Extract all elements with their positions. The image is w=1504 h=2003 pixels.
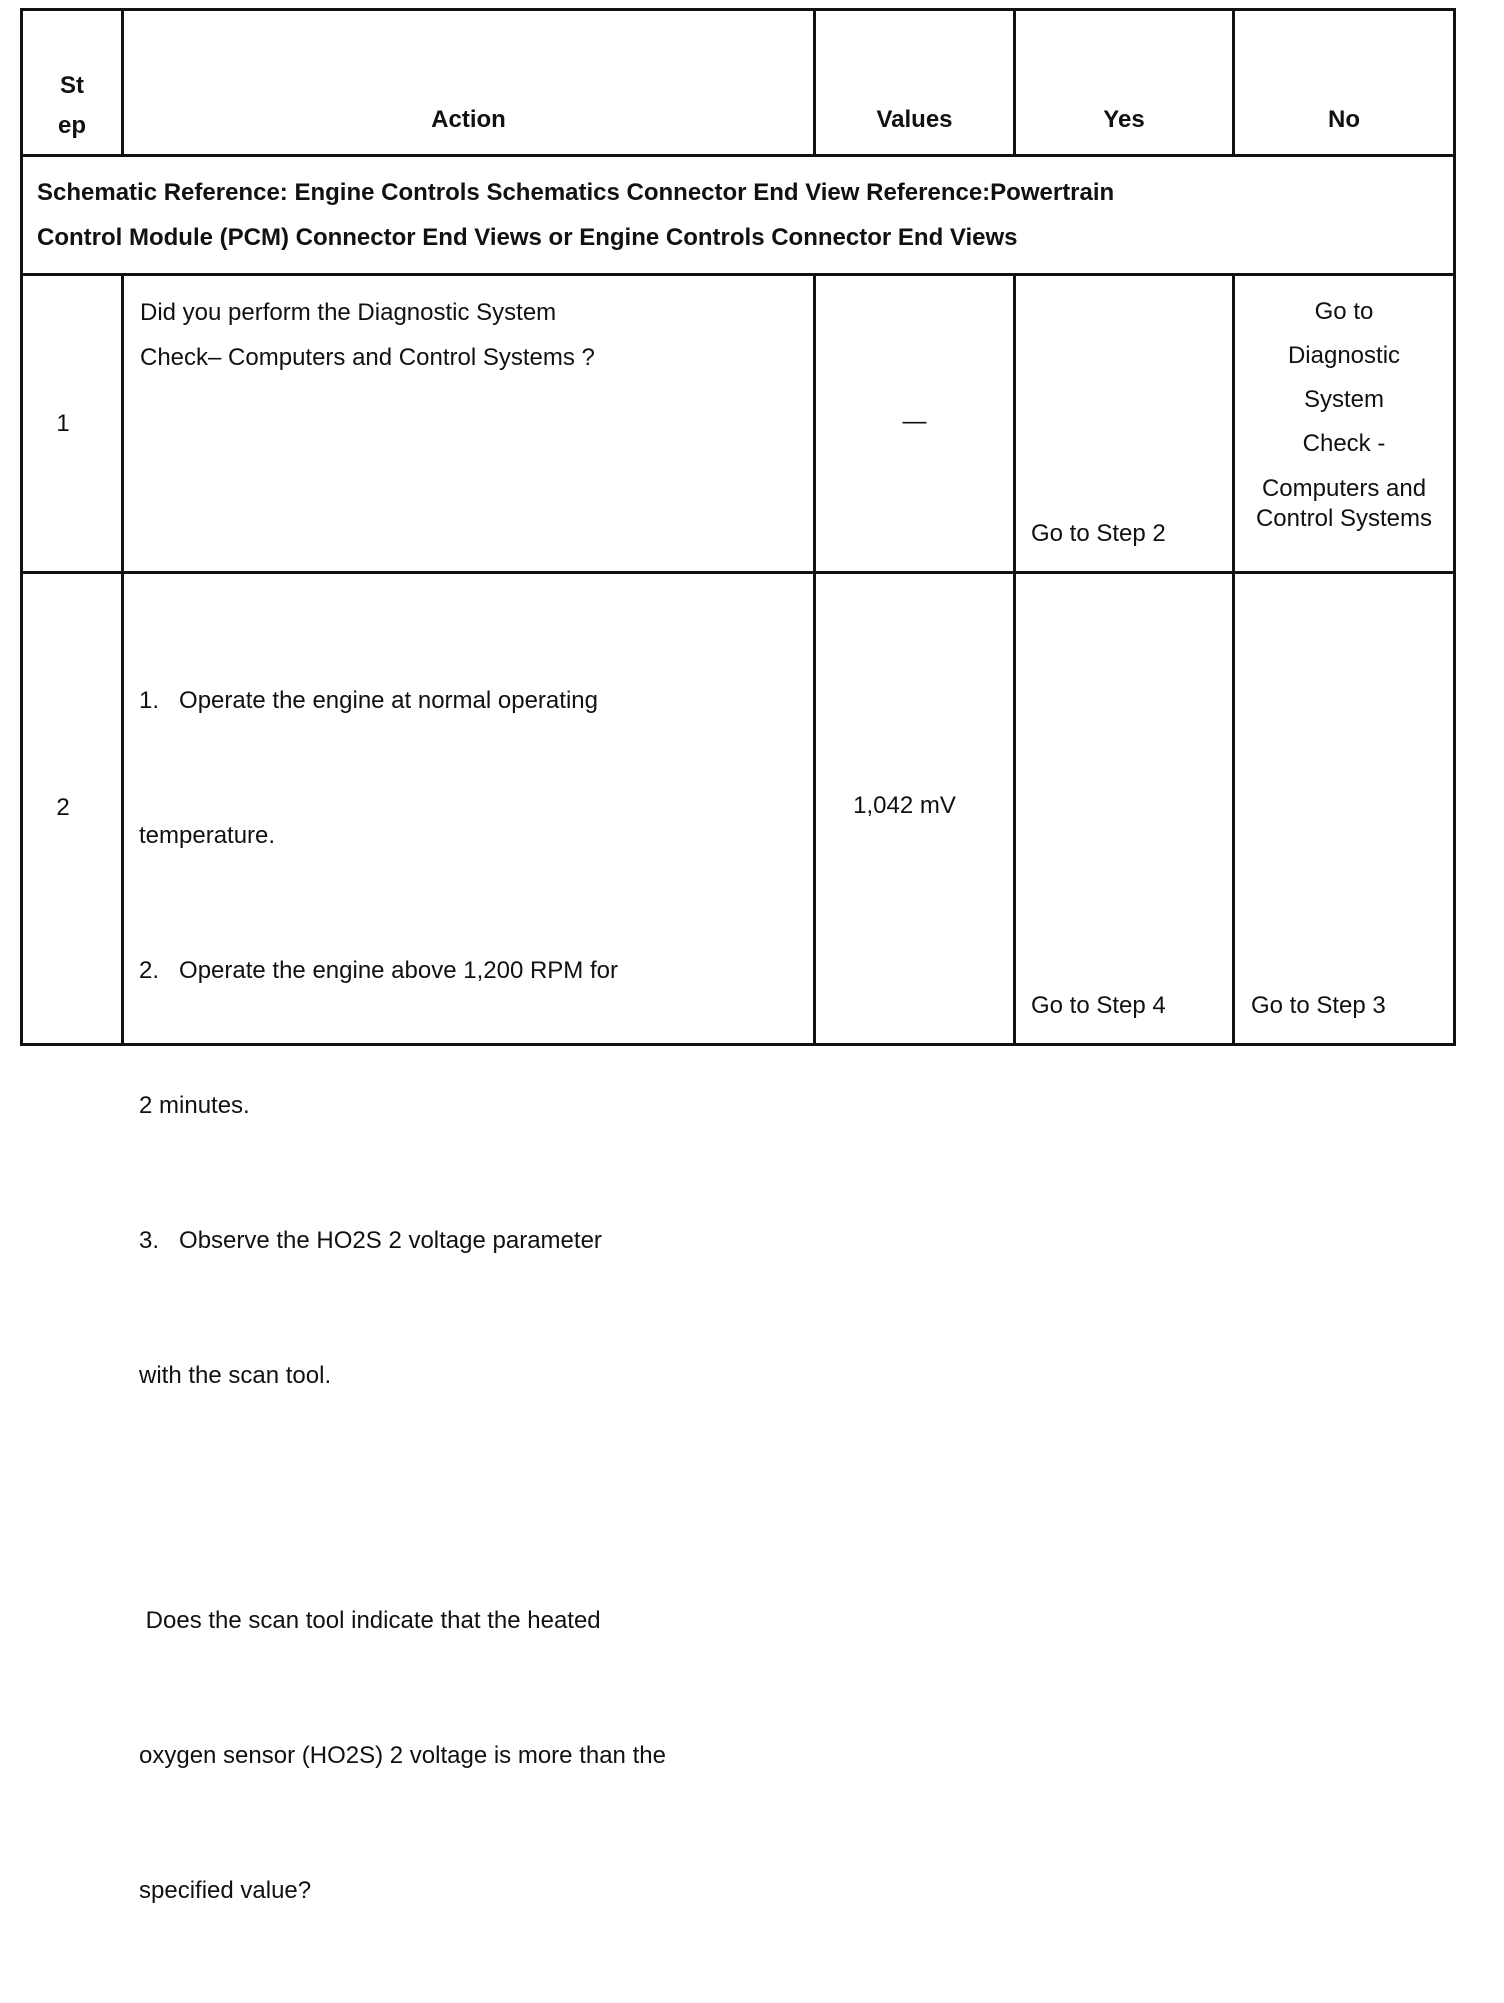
row1-no	[1235, 290, 1453, 532]
diagnostic-table	[20, 8, 1456, 1904]
schematic-reference-line1: Schematic Reference: Engine Controls Schematics Connector End View Reference:Powertrain	[37, 179, 1115, 206]
header-values: Values	[876, 106, 953, 133]
schematic-reference	[37, 170, 1437, 260]
rule-col-step	[121, 273, 124, 1046]
rule-header-bottom	[20, 154, 1456, 157]
header-no: No	[1328, 106, 1360, 133]
row2-no: Go to Step 3	[1251, 992, 1386, 1019]
rule-right	[1453, 8, 1456, 1046]
row2-action-line	[139, 1488, 809, 1508]
row2-action-line: specified value?	[139, 1877, 312, 1904]
schematic-reference-line2: Control Module (PCM) Connector End Views or Engine Controls Connector End Views	[37, 224, 1018, 251]
row1-no-line: System	[1303, 386, 1384, 413]
row2-action-line: temperature.	[139, 822, 276, 849]
row2-action	[139, 588, 809, 2003]
header-action: Action	[431, 106, 506, 133]
rule-left	[20, 8, 23, 1046]
row1-action	[140, 290, 800, 380]
row1-no-line: Diagnostic	[1287, 342, 1401, 369]
row2-action-line: with the scan tool.	[139, 1362, 332, 1389]
header-yes: Yes	[1103, 106, 1145, 133]
rule-row1-bottom	[20, 571, 1456, 574]
rule-col-values	[1013, 273, 1016, 1046]
row1-value: —	[902, 408, 927, 435]
row2-action-line: 1. Operate the engine at normal operating	[139, 687, 598, 714]
rule-reference-bottom	[20, 273, 1456, 276]
header-step-line1: St	[60, 72, 84, 99]
header-step	[23, 66, 121, 146]
row1-action-line: Did you perform the Diagnostic System	[140, 299, 557, 326]
row1-no-line: Go to	[1314, 298, 1374, 325]
rule-col-action	[813, 273, 816, 1046]
rule-top	[20, 8, 1456, 11]
row2-action-line: oxygen sensor (HO2S) 2 voltage is more than the	[139, 1742, 666, 1769]
row1-yes: Go to Step 2	[1031, 520, 1166, 547]
row1-action-line: Check– Computers and Control Systems ?	[140, 344, 595, 371]
row1-no-line: Check -	[1302, 430, 1386, 457]
row2-yes: Go to Step 4	[1031, 992, 1166, 1019]
row1-no-line: Control Systems	[1255, 505, 1433, 532]
row2-action-line: 3. Observe the HO2S 2 voltage parameter	[139, 1227, 602, 1254]
row2-value: 1,042 mV	[853, 792, 956, 819]
row2-action-line: 2 minutes.	[139, 1092, 250, 1119]
header-step-line2: ep	[57, 112, 86, 139]
row2-step: 2	[56, 794, 70, 821]
row1-step: 1	[56, 410, 70, 437]
row2-action-line: Does the scan tool indicate that the heated	[139, 1607, 601, 1634]
row2-action-line: 2. Operate the engine above 1,200 RPM for	[139, 957, 618, 984]
row1-no-line: Computers and	[1261, 475, 1427, 502]
